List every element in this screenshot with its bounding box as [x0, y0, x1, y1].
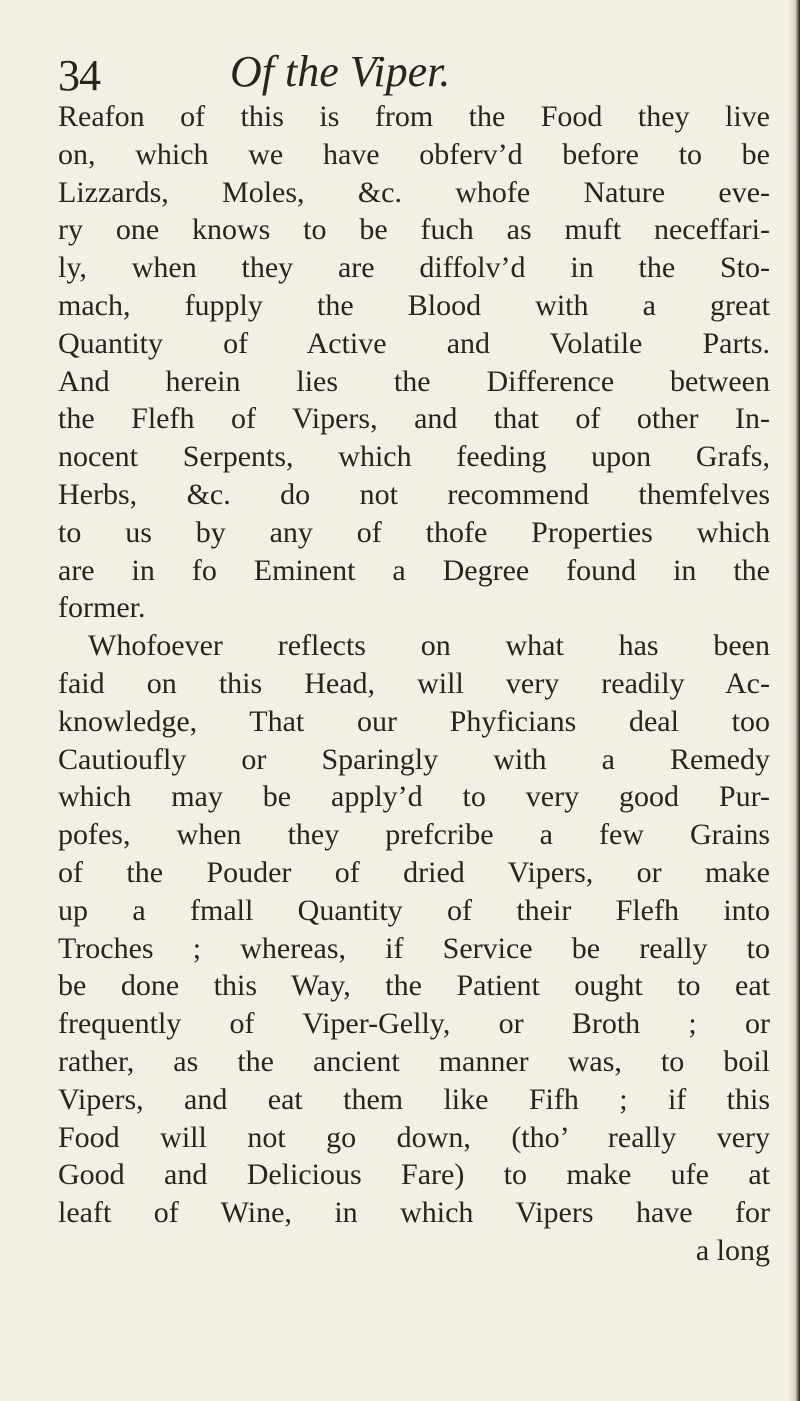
page-header [58, 42, 738, 106]
text-line: former. [58, 591, 146, 625]
page-number: 34 [58, 51, 100, 100]
text-line: ly, when they are diffolv’d in the Sto- [58, 251, 770, 285]
text-line: rather, as the ancient manner was, to boil [58, 1044, 770, 1078]
text-line: Herbs, &c. do not recommend themfelves [58, 477, 770, 511]
text-line: Lizzards, Moles, &c. whofe Nature eve- [58, 175, 770, 209]
text-line: be done this Way, the Patient ought to eat [58, 969, 770, 1003]
text-line: Vipers, and eat them like Fifh ; if this [58, 1082, 770, 1116]
text-line: to us by any of thofe Properties which [58, 515, 770, 549]
text-line: which may be apply’d to very good Pur- [58, 780, 770, 814]
running-head: Of the Viper. [230, 47, 451, 96]
text-line: frequently of Viper-Gelly, or Broth ; or [58, 1007, 770, 1041]
text-line: Whofoever reflects on what has been [88, 629, 770, 663]
body-text [58, 98, 770, 1270]
catchword: a long [695, 1233, 770, 1267]
page-edge-shadow [788, 0, 800, 1401]
text-line: on, which we have obferv’d before to be [58, 137, 770, 171]
text-line: leaft of Wine, in which Vipers have for [58, 1196, 770, 1230]
text-line: the Flefh of Vipers, and that of other In- [58, 402, 770, 436]
text-line: faid on this Head, will very readily Ac- [58, 666, 770, 700]
text-line: are in fo Eminent a Degree found in the [58, 553, 770, 587]
text-line: Food will not go down, (tho’ really very [58, 1120, 770, 1154]
text-line: Troches ; whereas, if Service be really to [58, 931, 770, 965]
text-line: Reafon of this is from the Food they live [58, 100, 770, 133]
text-line: knowledge, That our Phyficians deal too [58, 704, 770, 738]
text-line: Quantity of Active and Volatile Parts. [58, 326, 770, 360]
text-line: up a fmall Quantity of their Flefh into [58, 893, 770, 927]
text-line: pofes, when they prefcribe a few Grains [58, 818, 770, 852]
text-line: mach, fupply the Blood with a great [58, 288, 770, 322]
text-line: And herein lies the Difference between [58, 364, 770, 398]
text-line: ry one knows to be fuch as muft neceffari- [58, 213, 770, 247]
text-line: nocent Serpents, which feeding upon Grafs, [58, 440, 770, 474]
text-line: Good and Delicious Fare) to make ufe at [58, 1158, 770, 1192]
text-line: of the Pouder of dried Vipers, or make [58, 855, 770, 889]
text-line: Cautioufly or Sparingly with a Remedy [58, 742, 770, 776]
